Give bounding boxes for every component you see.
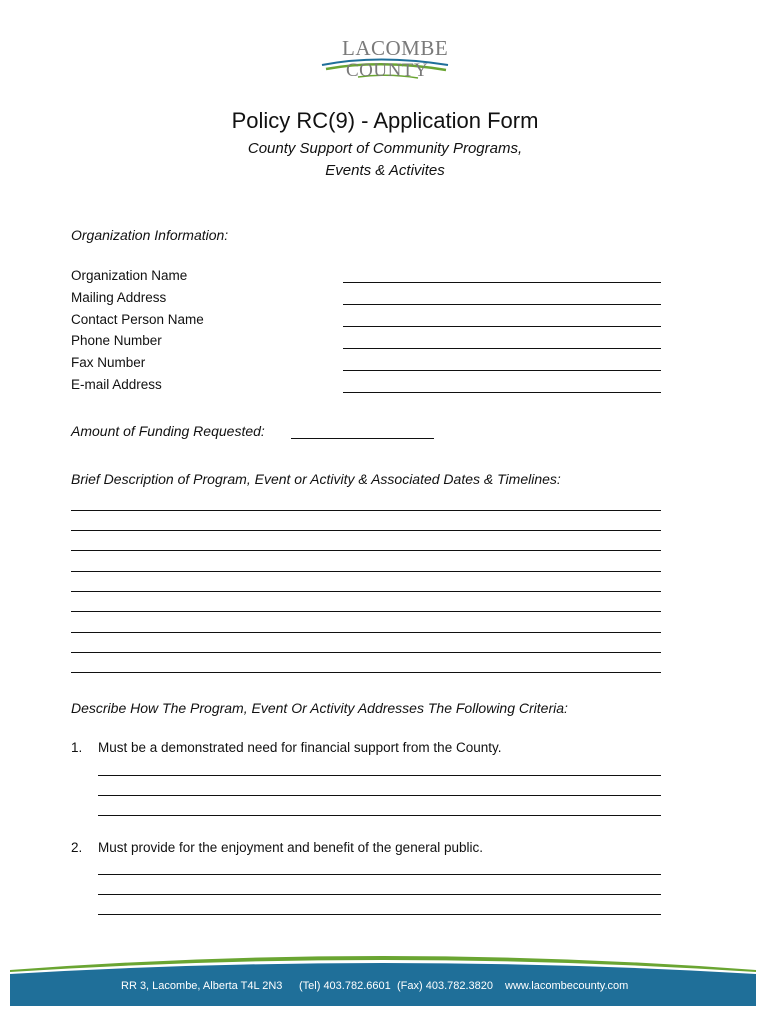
criterion-1-line[interactable] bbox=[98, 815, 661, 816]
description-line[interactable] bbox=[71, 632, 661, 633]
footer-fax: (Fax) 403.782.3820 bbox=[397, 980, 494, 992]
field-label-email: E-mail Address bbox=[71, 377, 162, 392]
description-line[interactable] bbox=[71, 510, 661, 511]
description-heading: Brief Description of Program, Event or Activity & Associated Dates & Timelines: bbox=[71, 471, 561, 487]
criterion-2-line[interactable] bbox=[98, 894, 661, 895]
criterion-2-text: Must provide for the enjoyment and benefit of the general public. bbox=[98, 840, 483, 855]
footer-address: RR 3, Lacombe, Alberta T4L 2N3 bbox=[121, 980, 283, 992]
footer-website-link[interactable]: www.lacombecounty.com bbox=[505, 980, 629, 992]
field-label-phone: Phone Number bbox=[71, 333, 162, 348]
description-line[interactable] bbox=[71, 611, 661, 612]
fax-number-field[interactable] bbox=[343, 369, 661, 371]
criterion-1-line[interactable] bbox=[98, 775, 661, 776]
field-label-mailing-address: Mailing Address bbox=[71, 290, 167, 305]
mailing-address-field[interactable] bbox=[343, 303, 661, 305]
criterion-1-line[interactable] bbox=[98, 795, 661, 796]
field-label-fax: Fax Number bbox=[71, 355, 146, 370]
subtitle-line-1: County Support of Community Programs, bbox=[247, 140, 523, 157]
description-line[interactable] bbox=[71, 652, 661, 653]
phone-number-field[interactable] bbox=[343, 347, 661, 349]
field-label-contact-person: Contact Person Name bbox=[71, 312, 204, 327]
lacombe-county-logo bbox=[318, 32, 453, 87]
organization-name-field[interactable] bbox=[343, 281, 661, 283]
description-line[interactable] bbox=[71, 530, 661, 531]
funding-amount-field[interactable] bbox=[291, 438, 434, 439]
description-line[interactable] bbox=[71, 550, 661, 551]
field-label-organization-name: Organization Name bbox=[71, 268, 188, 283]
funding-label: Amount of Funding Requested: bbox=[71, 423, 265, 439]
organization-heading: Organization Information: bbox=[71, 227, 229, 243]
footer-band bbox=[10, 948, 756, 1008]
email-address-field[interactable] bbox=[343, 391, 661, 393]
criterion-1-number: 1. bbox=[71, 740, 83, 755]
contact-person-field[interactable] bbox=[343, 325, 661, 327]
description-line[interactable] bbox=[71, 591, 661, 592]
description-line[interactable] bbox=[71, 672, 661, 673]
criterion-2-number: 2. bbox=[71, 840, 83, 855]
subtitle-line-2: Events & Activites bbox=[325, 162, 445, 179]
footer-telephone: (Tel) 403.782.6601 bbox=[299, 980, 391, 992]
logo-text-lacombe: LACOMBE bbox=[342, 36, 449, 60]
page-title: Policy RC(9) - Application Form bbox=[231, 108, 539, 133]
criterion-1-text: Must be a demonstrated need for financial support from the County. bbox=[98, 740, 502, 755]
criteria-heading: Describe How The Program, Event Or Activity Addresses The Following Criteria: bbox=[71, 700, 568, 716]
logo-text-county: COUNTY bbox=[346, 60, 429, 81]
criterion-2-line[interactable] bbox=[98, 914, 661, 915]
criterion-2-line[interactable] bbox=[98, 874, 661, 875]
description-line[interactable] bbox=[71, 571, 661, 572]
